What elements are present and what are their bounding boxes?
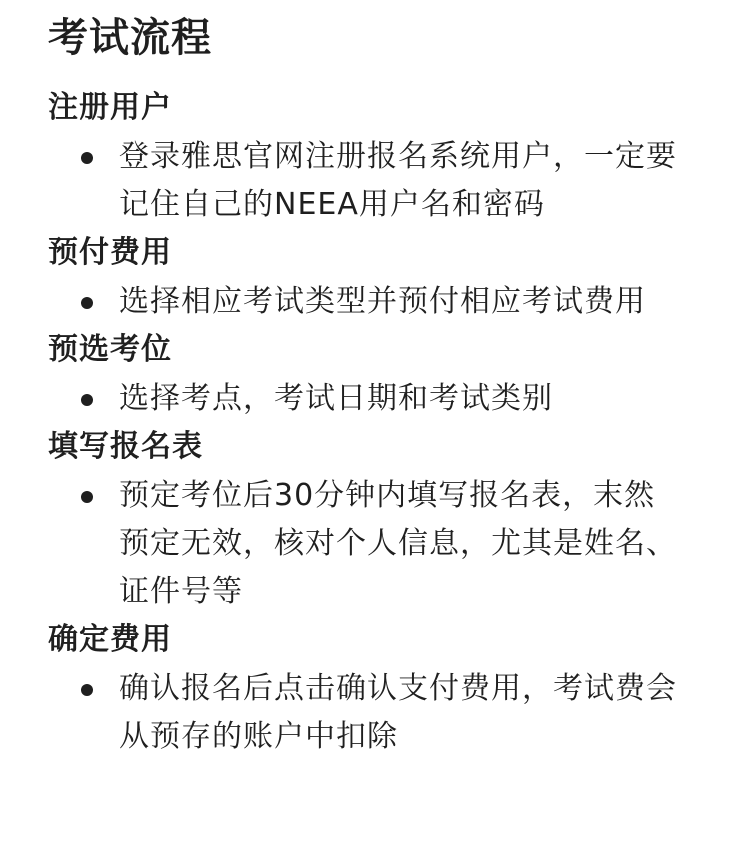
bullet-dot-icon	[81, 297, 93, 309]
section-heading: 注册用户	[48, 90, 172, 125]
section-prepay	[48, 233, 722, 326]
bullet-dot-icon	[81, 491, 93, 503]
list-item-text: 确认报名后点击确认支付费用，考试费会从预存的账户中扣除	[119, 671, 677, 754]
section-heading: 预选考位	[48, 332, 172, 367]
section-register	[48, 88, 722, 229]
bullet-dot-icon	[81, 394, 93, 406]
list-item-text: 登录雅思官网注册报名系统用户，一定要记住自己的NEEA用户名和密码	[119, 139, 677, 222]
section-preselect-seat	[48, 330, 722, 423]
list-item	[48, 472, 722, 616]
bullet-dot-icon	[81, 684, 93, 696]
list-item	[48, 278, 722, 326]
list-item-text: 选择考点，考试日期和考试类别	[119, 381, 553, 416]
section-confirm-fee	[48, 620, 722, 761]
list-item	[48, 375, 722, 423]
section-heading: 填写报名表	[48, 429, 203, 464]
section-fill-form	[48, 427, 722, 616]
list-item	[48, 665, 722, 761]
list-item	[48, 133, 722, 229]
list-item-text: 预定考位后30分钟内填写报名表，末然预定无效，核对个人信息，尤其是姓名、证件号等	[119, 478, 677, 609]
section-heading: 确定费用	[48, 622, 172, 657]
bullet-dot-icon	[81, 152, 93, 164]
section-heading: 预付费用	[48, 235, 172, 270]
list-item-text: 选择相应考试类型并预付相应考试费用	[119, 284, 646, 319]
page-title: 考试流程	[48, 15, 212, 61]
